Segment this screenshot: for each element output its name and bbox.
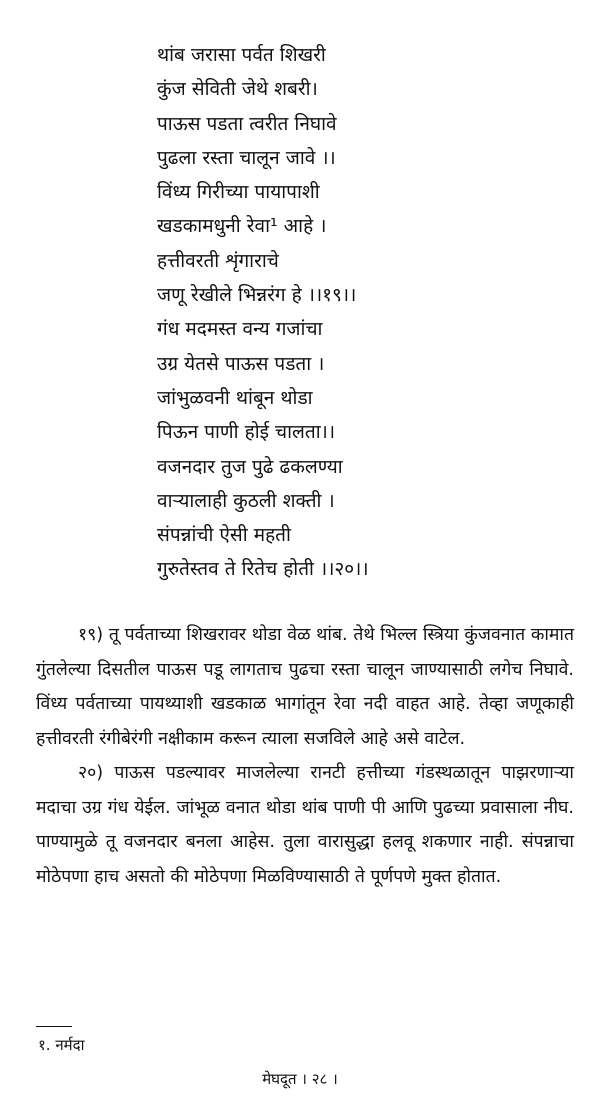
verse-line: जणू रेखीले भिन्नरंग हे ।।१९।। [157,284,357,307]
verse-block [157,38,577,587]
commentary-paragraph-20: २०) पाऊस पडल्यावर माजलेल्या रानटी हत्तीच्या गंडस्थळातून पाझरणाऱ्या मदाचा उग्र गंध येईल. जांभूळ वनात थोडा थांब पाणी पी आणि पुढच्या प्रवासाला नीघ. पाण्यामुळे तू वजनदार बनला आहेस. तुला वारासुद्धा हलवू शकणार नाही. संपन्नाचा मोठेपणा हाच असतो की मोठेपणा मिळविण्यासाठी ते पूर्णपणे मुक्त होतात. [36,763,574,887]
verse-line: पाऊस पडता त्वरीत निघावे [157,112,337,135]
verse-line: खडकामधुनी रेवा¹ आहे । [157,215,327,238]
footnote-divider [36,1026,72,1027]
verse-line: जांभुळवनी थांबून थोडा [157,386,313,409]
verse-line: वाऱ्यालाही कुठली शक्ती । [157,489,335,512]
verse-line: कुंज सेविती जेथे शबरी। [157,78,318,101]
verse-line: विंध्य गिरीच्या पायापाशी [157,181,320,204]
verse-line: पुढला रस्ता चालून जावे ।। [157,146,336,169]
verse-line: थांब जरासा पर्वत शिखरी [157,44,326,66]
footnote: १. नर्मदा [38,1036,85,1054]
commentary-block [36,618,574,894]
verse-line: पिऊन पाणी होई चालता।। [157,421,336,444]
verse-line: गुरुतेस्तव ते रितेच होती ।।२०।। [157,558,369,581]
verse-line: गंध मदमस्त वन्य गजांचा [157,318,323,341]
page-footer: मेघदूत । २८ । [262,1070,338,1088]
verse-line: संपन्नांची ऐसी महती [157,524,291,547]
verse-line: उग्र येतसे पाऊस पडता । [157,352,325,375]
verse-line: हत्तीवरती शृंगाराचे [157,249,279,272]
verse-line: वजनदार तुज पुढे ढकलण्या [157,455,343,478]
commentary-paragraph-19: १९) तू पर्वताच्या शिखरावर थोडा वेळ थांब. तेथे भिल्ल स्त्रिया कुंजवनात कामात गुंतलेल्या दिसतील पाऊस पडू लागताच पुढचा रस्ता चालून जाण्यासाठी लगेच निघावे. विंध्य पर्वताच्या पायथ्याशी खडकाळ भागांतून रेवा नदी वाहत आहे. तेव्हा जणूकाही हत्तीवरती रंगीबेरंगी नक्षीकाम करून त्याला सजविले आहे असे वाटेल. [36,625,574,749]
